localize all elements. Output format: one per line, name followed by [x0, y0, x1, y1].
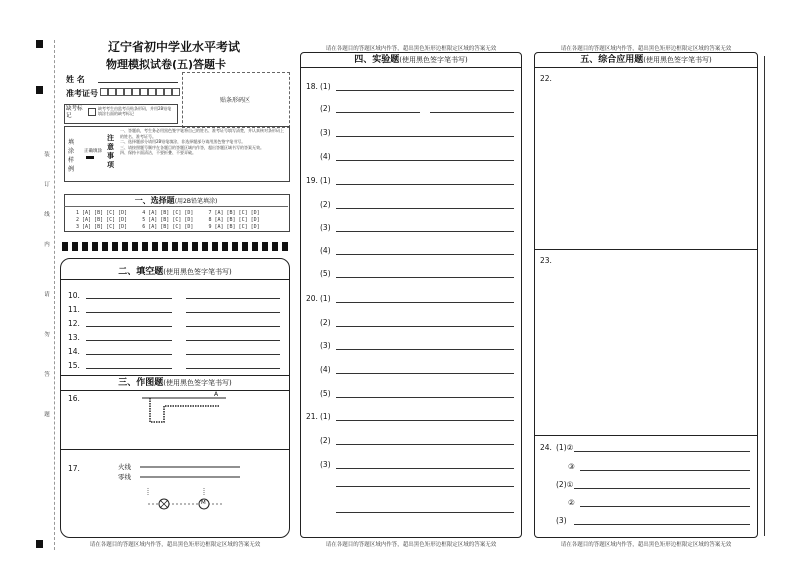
fill-answer-line[interactable] [86, 312, 172, 313]
part-label: (2) [320, 318, 331, 327]
fill-answer-line[interactable] [186, 298, 280, 299]
experiment-top-notice: 请在各题目的答题区域内作答，超出黑色矩形边框限定区域的答案无效 [325, 46, 497, 52]
fill-footer-notice: 请在各题目的答题区域内作答，超出黑色矩形边框限定区域的答案无效 [89, 542, 261, 548]
part-label: (3) [320, 128, 331, 137]
answer-line[interactable] [336, 208, 514, 209]
part-label: (2) [320, 436, 331, 445]
q22-q23-divider [535, 249, 757, 250]
fill-sample-icon [86, 156, 94, 159]
answer-area-22[interactable] [540, 86, 752, 244]
fill-answer-line[interactable] [186, 368, 280, 369]
fill-title: 二、填空题 [118, 267, 164, 277]
fill-question-number: 11. [68, 305, 80, 314]
application-question-23: 23. [540, 256, 552, 265]
fill-question-number: 13. [68, 333, 80, 342]
choice-title-sub: (用2B铅笔填涂) [174, 198, 218, 205]
note-item: 一、答题前，考生务必用黑色签字笔将自己的姓名、准考证号填写清楚，并认真核对条形码上的姓名、准考证号。 [120, 128, 284, 139]
part-label: (4) [320, 365, 331, 374]
q24-part-label: (2)① [556, 480, 574, 489]
refraction-diagram [140, 394, 230, 428]
answer-line[interactable] [336, 326, 514, 327]
drawing-sub: (使用黑色签字笔书写) [163, 379, 232, 387]
note-item: 三、请按照题号顺序在各题目的答题区域内作答，超出答题区域书写的答案无效。 [120, 144, 264, 150]
motor-label: M [201, 500, 206, 506]
note-item: 四、保持卡面清洁，不要折叠、不要弄破。 [120, 150, 196, 155]
drawing-question-16: 16. [68, 394, 80, 403]
answer-line[interactable] [336, 160, 514, 161]
answer-line[interactable] [336, 254, 514, 255]
experiment-question-18: 18. [306, 82, 318, 91]
part-label: (1) [320, 294, 331, 303]
right-edge-line [764, 56, 765, 536]
drawing-question-17: 17. [68, 464, 80, 473]
note-item: 二、选择题部分请用2B铅笔填涂，非选择题部分请用黑色签字笔书写。 [120, 139, 246, 144]
experiment-section-header [301, 53, 521, 68]
side-char: 勿 [44, 332, 50, 338]
page-subtitle: 物理模拟试卷(五)答题卡 [106, 58, 227, 71]
alignment-mark [36, 86, 43, 94]
q24-part-label: ② [568, 498, 575, 507]
fill-question-number: 15. [68, 361, 80, 370]
application-question-22: 22. [540, 74, 552, 83]
answer-line[interactable] [574, 488, 750, 489]
exam-no-label: 准考证号 [66, 89, 98, 98]
experiment-sub: (使用黑色签字笔书写) [399, 56, 468, 64]
part-label: (3) [320, 460, 331, 469]
part-label: (2) [320, 104, 331, 113]
alignment-mark [36, 40, 43, 48]
experiment-question-20: 20. [306, 294, 318, 303]
binding-line [54, 40, 55, 550]
q24-part-label: (1)② [556, 443, 574, 452]
part-label: (4) [320, 246, 331, 255]
answer-line[interactable] [336, 468, 514, 469]
side-char: 订 [44, 182, 50, 188]
side-char: 线 [44, 212, 50, 218]
fire-wire-label: 火线 [118, 463, 131, 471]
circuit-diagram [132, 460, 244, 516]
fill-section-header [61, 265, 289, 280]
zero-wire-label: 零线 [118, 473, 131, 481]
fill-sample-label: 填涂样例 [68, 139, 75, 173]
side-char: 装 [44, 152, 50, 158]
notes-label: 注意事项 [107, 134, 114, 169]
choice-divider [64, 206, 288, 207]
choice-title [64, 195, 288, 206]
application-top-notice: 请在各题目的答题区域内作答，超出黑色矩形边框限定区域的答案无效 [560, 46, 732, 52]
answer-line[interactable] [336, 444, 514, 445]
part-label: (1) [320, 412, 331, 421]
choice-row[interactable]: 2 [A] [B] [C] [D] 5 [A] [B] [C] [D] 8 [A] [B] [C] [D] [76, 217, 260, 223]
fill-answer-line[interactable] [186, 326, 280, 327]
answer-line[interactable] [336, 302, 514, 303]
part-label: (5) [320, 269, 331, 278]
side-char: 内 [44, 242, 50, 248]
fill-question-number: 14. [68, 347, 80, 356]
answer-line[interactable] [336, 373, 514, 374]
q24-part-label: ③ [568, 462, 575, 471]
part-label: (4) [320, 152, 331, 161]
choice-row[interactable]: 3 [A] [B] [C] [D] 6 [A] [B] [C] [D] 9 [A] [B] [C] [D] [76, 224, 260, 230]
notes-list [120, 128, 284, 156]
application-sub: (使用黑色签字笔书写) [643, 56, 712, 64]
side-char: 题 [44, 412, 50, 418]
answer-line[interactable] [336, 112, 420, 113]
page-title: 辽宁省初中学业水平考试 [108, 40, 241, 54]
answer-line[interactable] [336, 136, 514, 137]
experiment-question-21: 21. [306, 412, 318, 421]
fill-question-number: 10. [68, 291, 80, 300]
answer-line[interactable] [336, 397, 514, 398]
part-label: (5) [320, 389, 331, 398]
application-title: 五、综合应用题 [580, 55, 644, 65]
experiment-footer-notice: 请在各题目的答题区域内作答，超出黑色矩形边框限定区域的答案无效 [325, 542, 497, 548]
answer-line[interactable] [336, 349, 514, 350]
experiment-title: 四、实验题 [354, 55, 400, 65]
side-char: 请 [44, 292, 50, 298]
answer-area-23[interactable] [540, 268, 752, 428]
fill-answer-line[interactable] [86, 298, 172, 299]
choice-title-text: 一、选择题 [134, 196, 175, 205]
answer-line[interactable] [574, 451, 750, 452]
part-label: (3) [320, 341, 331, 350]
barcode-label: 贴条形码区 [220, 97, 251, 104]
alignment-mark [36, 540, 43, 548]
absent-label: 缺考标记 [66, 106, 83, 119]
answer-line[interactable] [336, 512, 514, 513]
fill-answer-line[interactable] [86, 326, 172, 327]
experiment-question-19: 19. [306, 176, 318, 185]
fill-question-number: 12. [68, 319, 80, 328]
choice-row[interactable]: 1 [A] [B] [C] [D] 4 [A] [B] [C] [D] 7 [A] [B] [C] [D] [76, 210, 260, 216]
answer-line[interactable] [574, 524, 750, 525]
answer-line[interactable] [580, 506, 750, 507]
part-label: (2) [320, 200, 331, 209]
container-outline [150, 398, 220, 422]
answer-line[interactable] [336, 277, 514, 278]
fill-correct-label: 正确填涂 [84, 149, 102, 154]
part-label: (1) [320, 82, 331, 91]
q24-part-label: (3) [556, 516, 567, 525]
fill-answer-line[interactable] [186, 340, 280, 341]
fill-answer-line[interactable] [86, 340, 172, 341]
part-label: (1) [320, 176, 331, 185]
name-field[interactable] [98, 82, 178, 83]
fill-answer-line[interactable] [86, 354, 172, 355]
answer-line[interactable] [336, 184, 514, 185]
label-A: A [214, 391, 219, 398]
fill-answer-line[interactable] [86, 368, 172, 369]
drawing-divider [61, 449, 289, 450]
application-question-24: 24. [540, 443, 552, 452]
application-section-header [535, 53, 757, 68]
answer-line[interactable] [336, 486, 514, 487]
drawing-title: 三、作图题 [118, 378, 164, 388]
answer-line[interactable] [336, 90, 514, 91]
fill-answer-line[interactable] [186, 312, 280, 313]
answer-line[interactable] [430, 112, 514, 113]
answer-line[interactable] [336, 231, 514, 232]
absent-note: 缺考考生由监考员贴条形码，并用2B铅笔填涂右面的缺考标记 [98, 106, 172, 116]
fill-answer-line[interactable] [186, 354, 280, 355]
answer-line[interactable] [580, 470, 750, 471]
application-footer-notice: 请在各题目的答题区域内作答，超出黑色矩形边框限定区域的答案无效 [560, 542, 732, 548]
side-char: 答 [44, 372, 50, 378]
drawing-section-header [61, 375, 289, 391]
absent-checkbox[interactable] [88, 108, 96, 116]
experiment-panel [300, 52, 522, 538]
q23-q24-divider [535, 435, 757, 436]
name-label: 姓 名 [66, 75, 85, 84]
part-label: (3) [320, 223, 331, 232]
answer-line[interactable] [336, 420, 514, 421]
fill-sub: (使用黑色签字笔书写) [163, 268, 232, 276]
